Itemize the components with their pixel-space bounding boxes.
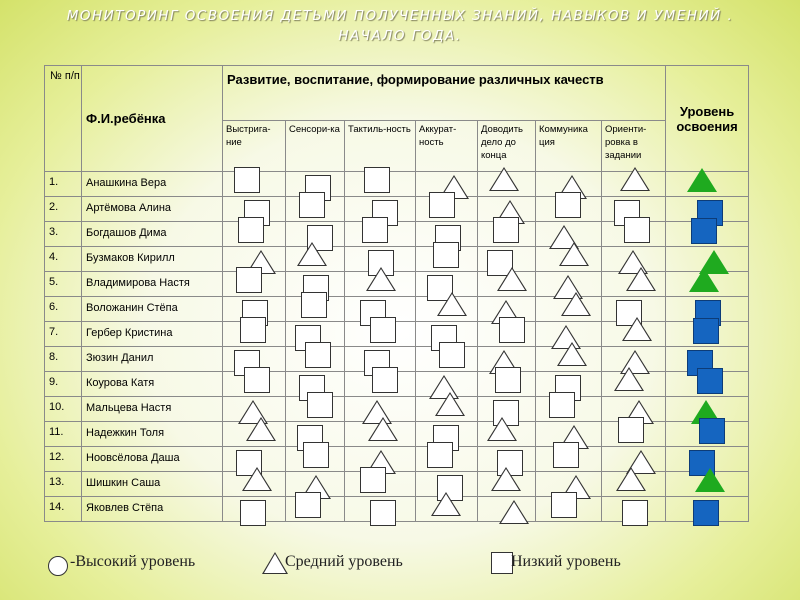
mark-cell — [602, 497, 666, 522]
medium-level-triangle-icon — [622, 317, 652, 341]
title-line-1: МОНИТОРИНГ ОСВОЕНИЯ ДЕТЬМИ ПОЛУЧЕННЫХ ЗНАНИЙ, НАВЫКОВ И УМЕНИЙ . — [66, 8, 734, 24]
mark-cell — [478, 172, 536, 197]
child-name: Шишкин Саша — [82, 472, 223, 497]
low-level-square-icon — [549, 392, 575, 418]
row-number: 10. — [45, 397, 82, 422]
mark-cell — [536, 497, 602, 522]
mark-cell — [223, 497, 286, 522]
title-line-2: НАЧАЛО ГОДА. — [338, 28, 462, 44]
blue-square-icon — [699, 418, 725, 444]
green-triangle-icon — [687, 168, 717, 192]
mark-cell — [345, 272, 416, 297]
child-name: Владимирова Настя — [82, 272, 223, 297]
table-row — [45, 422, 749, 447]
low-level-square-icon — [244, 367, 270, 393]
mark-cell — [416, 247, 478, 272]
mark-cell — [286, 247, 345, 272]
low-level-square-icon — [364, 167, 390, 193]
mark-cell — [478, 322, 536, 347]
low-level-square-icon — [236, 267, 262, 293]
mark-cell — [223, 322, 286, 347]
level-cell — [666, 272, 749, 297]
low-level-square-icon — [370, 500, 396, 526]
low-level-square-icon — [491, 552, 513, 574]
mark-cell — [286, 397, 345, 422]
medium-level-triangle-icon — [246, 417, 276, 441]
low-level-square-icon — [493, 217, 519, 243]
subheader-1: Выстрига-ние — [223, 121, 286, 172]
medium-level-triangle-icon — [297, 242, 327, 266]
mark-cell — [536, 197, 602, 222]
mark-cell — [223, 372, 286, 397]
medium-level-triangle-icon — [368, 417, 398, 441]
child-name: Коурова Катя — [82, 372, 223, 397]
mark-cell — [345, 322, 416, 347]
legend-high: -Высокий уровень — [70, 553, 196, 570]
num-header: № п/п — [45, 66, 82, 172]
low-level-square-icon — [433, 242, 459, 268]
low-level-square-icon — [299, 192, 325, 218]
low-level-square-icon — [618, 417, 644, 443]
low-level-square-icon — [240, 317, 266, 343]
child-name: Воложанин Стёпа — [82, 297, 223, 322]
low-level-square-icon — [624, 217, 650, 243]
mark-cell — [416, 347, 478, 372]
low-level-square-icon — [307, 392, 333, 418]
low-level-square-icon — [362, 217, 388, 243]
mark-cell — [602, 322, 666, 347]
row-number: 5. — [45, 272, 82, 297]
mark-cell — [602, 372, 666, 397]
medium-level-triangle-icon — [620, 167, 650, 191]
low-level-square-icon — [238, 217, 264, 243]
level-cell — [666, 497, 749, 522]
name-header: Ф.И.ребёнка — [82, 66, 223, 172]
row-number: 1. — [45, 172, 82, 197]
mark-cell — [536, 297, 602, 322]
row-number: 9. — [45, 372, 82, 397]
low-level-square-icon — [360, 467, 386, 493]
level-cell — [666, 172, 749, 197]
child-name: Ноовсёлова Даша — [82, 447, 223, 472]
row-number: 4. — [45, 247, 82, 272]
mark-cell — [478, 222, 536, 247]
medium-level-triangle-icon — [431, 492, 461, 516]
mark-cell — [416, 447, 478, 472]
blue-square-icon — [693, 500, 719, 526]
child-name: Богдашов Дима — [82, 222, 223, 247]
blue-square-icon — [697, 368, 723, 394]
medium-level-triangle-icon — [616, 467, 646, 491]
medium-level-triangle-icon — [497, 267, 527, 291]
medium-level-triangle-icon — [242, 467, 272, 491]
mark-cell — [223, 272, 286, 297]
subheader-2: Сенсори-ка — [286, 121, 345, 172]
low-level-square-icon — [372, 367, 398, 393]
level-cell — [666, 322, 749, 347]
medium-level-triangle-icon — [366, 267, 396, 291]
low-level-square-icon — [622, 500, 648, 526]
row-number: 14. — [45, 497, 82, 522]
mark-cell — [223, 422, 286, 447]
level-cell — [666, 422, 749, 447]
mark-cell — [536, 247, 602, 272]
row-number: 6. — [45, 297, 82, 322]
mark-cell — [223, 472, 286, 497]
mark-cell — [416, 197, 478, 222]
mark-cell — [536, 397, 602, 422]
level-cell — [666, 372, 749, 397]
low-level-square-icon — [429, 192, 455, 218]
child-name: Надежкин Толя — [82, 422, 223, 447]
child-name: Артёмова Алина — [82, 197, 223, 222]
child-name: Яковлев Стёпа — [82, 497, 223, 522]
mark-cell — [478, 422, 536, 447]
low-level-square-icon — [370, 317, 396, 343]
row-number: 7. — [45, 322, 82, 347]
qualities-group-header: Развитие, воспитание, формирование различных качеств — [223, 66, 666, 121]
green-triangle-icon — [689, 268, 719, 292]
low-level-square-icon — [301, 292, 327, 318]
table-row — [45, 372, 749, 397]
medium-level-triangle-icon — [499, 500, 529, 524]
mark-cell — [286, 197, 345, 222]
mark-cell — [478, 497, 536, 522]
child-name: Гербер Кристина — [82, 322, 223, 347]
high-level-circle-icon — [48, 556, 68, 576]
table-body — [45, 172, 749, 522]
low-level-square-icon — [499, 317, 525, 343]
mark-cell — [286, 297, 345, 322]
low-level-square-icon — [555, 192, 581, 218]
mark-cell — [345, 172, 416, 197]
mark-cell — [286, 447, 345, 472]
page-title — [0, 6, 800, 46]
mark-cell — [345, 497, 416, 522]
medium-level-triangle-icon — [561, 292, 591, 316]
mark-cell — [223, 172, 286, 197]
mark-cell — [345, 422, 416, 447]
mark-cell — [416, 297, 478, 322]
child-name: Зюзин Данил — [82, 347, 223, 372]
blue-square-icon — [693, 318, 719, 344]
low-level-square-icon — [305, 342, 331, 368]
mark-cell — [602, 222, 666, 247]
mark-cell — [536, 447, 602, 472]
low-level-square-icon — [439, 342, 465, 368]
monitoring-table — [44, 65, 749, 522]
mark-cell — [478, 272, 536, 297]
mark-cell — [602, 472, 666, 497]
blue-square-icon — [691, 218, 717, 244]
mark-cell — [345, 372, 416, 397]
mark-cell — [478, 472, 536, 497]
low-level-square-icon — [295, 492, 321, 518]
mark-cell — [345, 222, 416, 247]
level-cell — [666, 222, 749, 247]
medium-level-triangle-icon — [437, 292, 467, 316]
legend-medium: Средний уровень — [285, 553, 403, 570]
mark-cell — [286, 497, 345, 522]
medium-level-triangle-icon — [489, 167, 519, 191]
mark-cell — [602, 272, 666, 297]
row-number: 13. — [45, 472, 82, 497]
mark-cell — [416, 497, 478, 522]
mark-cell — [223, 222, 286, 247]
mark-cell — [602, 172, 666, 197]
low-level-square-icon — [495, 367, 521, 393]
subheader-6: Коммуника ция — [536, 121, 602, 172]
subheader-3: Тактиль-ность — [345, 121, 416, 172]
medium-level-triangle-icon — [614, 367, 644, 391]
mark-cell — [416, 397, 478, 422]
mark-cell — [602, 422, 666, 447]
subheader-4: Аккурат-ность — [416, 121, 478, 172]
low-level-square-icon — [427, 442, 453, 468]
medium-level-triangle-icon — [487, 417, 517, 441]
child-name: Бузмаков Кирилл — [82, 247, 223, 272]
medium-level-triangle-icon — [491, 467, 521, 491]
table-row — [45, 172, 749, 197]
row-number: 8. — [45, 347, 82, 372]
low-level-square-icon — [551, 492, 577, 518]
mark-cell — [536, 347, 602, 372]
row-number: 12. — [45, 447, 82, 472]
low-level-square-icon — [234, 167, 260, 193]
mark-cell — [345, 472, 416, 497]
medium-level-triangle-icon — [557, 342, 587, 366]
table-row — [45, 272, 749, 297]
level-header: Уровень освоения — [666, 66, 749, 172]
subheader-7: Ориенти-ровка в задании — [602, 121, 666, 172]
medium-level-triangle-icon — [559, 242, 589, 266]
low-level-square-icon — [553, 442, 579, 468]
green-triangle-icon — [695, 468, 725, 492]
table-row — [45, 222, 749, 247]
child-name: Мальцева Настя — [82, 397, 223, 422]
mark-cell — [478, 372, 536, 397]
medium-level-triangle-icon — [435, 392, 465, 416]
table-row — [45, 497, 749, 522]
level-cell — [666, 472, 749, 497]
low-level-square-icon — [240, 500, 266, 526]
medium-level-triangle-icon — [626, 267, 656, 291]
row-number: 11. — [45, 422, 82, 447]
child-name: Анашкина Вера — [82, 172, 223, 197]
mark-cell — [286, 347, 345, 372]
subheader-5: Доводить дело до конца — [478, 121, 536, 172]
table-row — [45, 472, 749, 497]
row-number: 3. — [45, 222, 82, 247]
table-row — [45, 322, 749, 347]
legend-low: Низкий уровень — [511, 553, 621, 570]
row-number: 2. — [45, 197, 82, 222]
low-level-square-icon — [303, 442, 329, 468]
